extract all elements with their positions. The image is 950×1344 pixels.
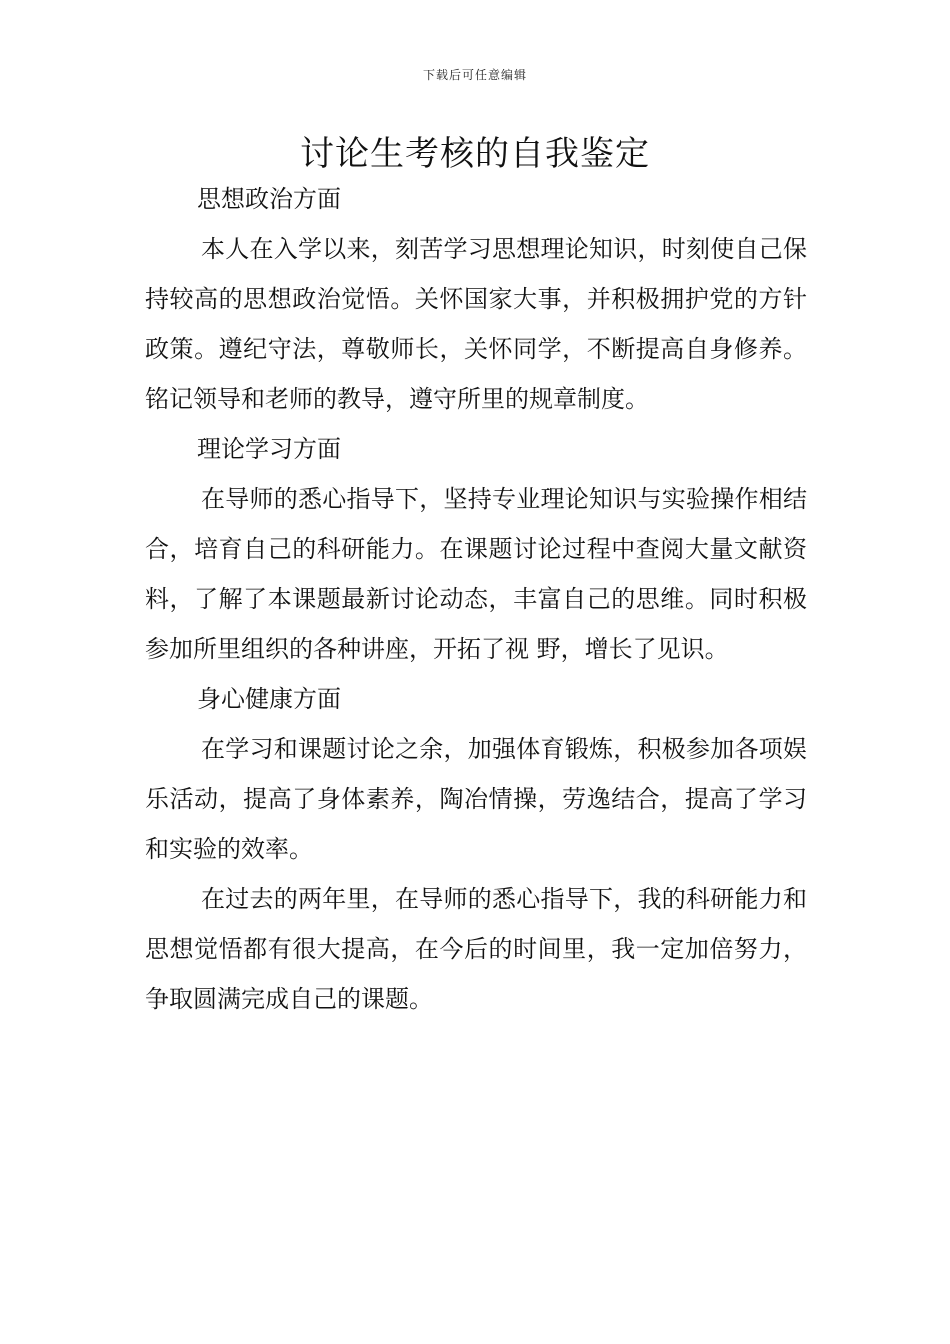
section-heading-theory: 理论学习方面 [197, 435, 341, 463]
section-paragraph-health: 在学习和课题讨论之余，加强体育锻炼，积极参加各项娱乐活动，提高了身体素养，陶冶情操，劳逸结合，提高了学习和实验的效率。 [145, 735, 807, 863]
header-note: 下载后可任意编辑 [422, 68, 527, 82]
document-title: 讨论生考核的自我鉴定 [300, 134, 650, 174]
section-paragraph-theory: 在导师的悉心指导下，坚持专业理论知识与实验操作相结合，培育自己的科研能力。在课题讨论过程中查阅大量文献资料，了解了本课题最新讨论动态，丰富自己的思维。同时积极参加所里组织的各种讲座，开拓了视 野，增长了见识。 [145, 485, 807, 663]
section-heading-political: 思想政治方面 [197, 185, 341, 213]
section-heading-health: 身心健康方面 [197, 685, 341, 713]
document-body [145, 174, 807, 1024]
section-paragraph-political: 本人在入学以来，刻苦学习思想理论知识，时刻使自己保持较高的思想政治觉悟。关怀国家大事，并积极拥护党的方针政策。遵纪守法，尊敬师长，关怀同学，不断提高自身修养。铭记领导和老师的教导，遵守所里的规章制度。 [145, 235, 807, 413]
closing-paragraph: 在过去的两年里，在导师的悉心指导下，我的科研能力和思想觉悟都有很大提高，在今后的时间里，我一定加倍努力，争取圆满完成自己的课题。 [145, 885, 807, 1013]
